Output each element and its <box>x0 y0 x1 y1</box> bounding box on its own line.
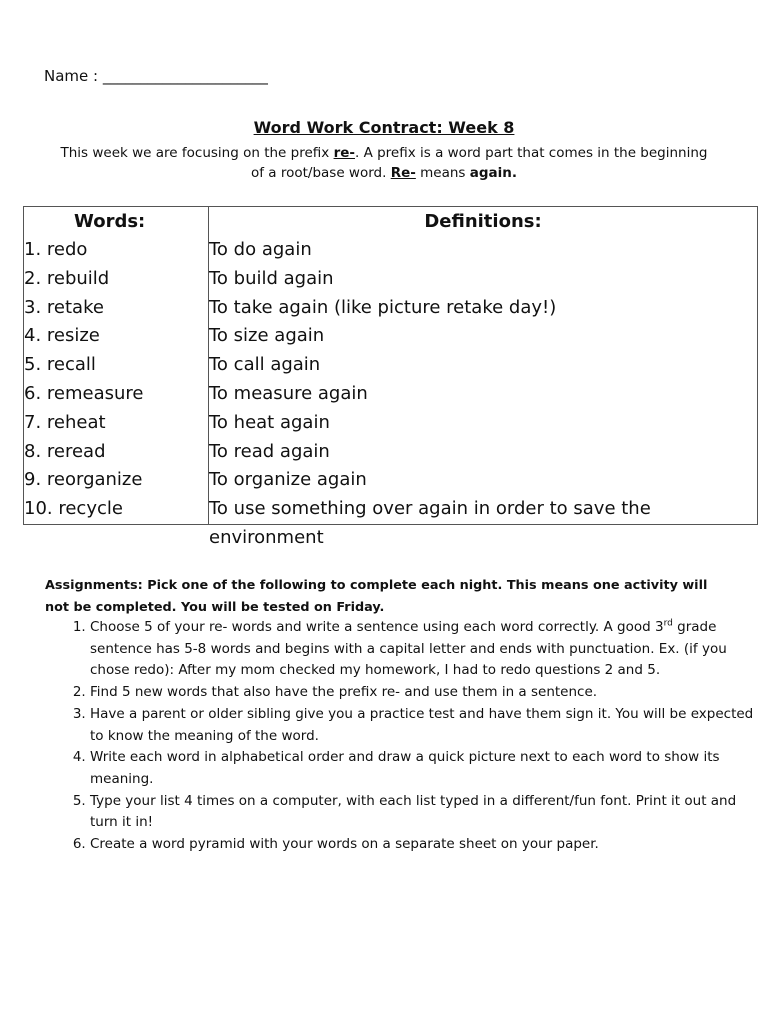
ordinal-suffix: rd <box>663 618 673 629</box>
definitions-header: Definitions: <box>424 211 542 232</box>
name-blank: ______________________ <box>102 67 268 85</box>
assignment-text: grade sentence has 5-8 words and begins with a capital letter and ends with punctuation. Ex. (if you chose redo): After my mom checked my homework, I had to redo questions 2 and 5. <box>90 619 727 679</box>
definition-item: To organize again <box>209 469 367 491</box>
definition-item: To take again (like picture retake day!) <box>209 296 557 318</box>
word-item: 9. reorganize <box>24 469 143 491</box>
intro-text-3: means <box>415 165 470 181</box>
assignment-item: 3. Have a parent or older sibling give you a practice test and have them sign it. You will be expected to know the meaning of the word. <box>90 704 762 747</box>
definition-item: To use something over again in order to save the environment <box>209 498 651 548</box>
definition-item: To heat again <box>209 411 330 433</box>
intro-meaning: again. <box>469 165 518 181</box>
definition-item: To size again <box>209 325 325 347</box>
assignment-list <box>45 617 762 856</box>
assignment-item: 5. Type your list 4 times on a computer, with each list typed in a different/fun font. Print it out and turn it in! <box>90 791 762 834</box>
intro-prefix-cap: Re- <box>390 165 416 181</box>
definition-item: To measure again <box>209 382 368 404</box>
words-header: Words: <box>74 211 146 232</box>
page-title: Word Work Contract: Week 8 <box>253 118 515 137</box>
word-item: 8. reread <box>24 440 106 462</box>
intro-text-1: This week we are focusing on the prefix <box>60 145 334 161</box>
intro-text-2: . A prefix is a word part that comes in the beginning of a root/base word. <box>250 145 708 181</box>
name-field <box>44 67 268 85</box>
name-label: Name : <box>44 67 99 85</box>
assignment-item: 4. Write each word in alphabetical order and draw a quick picture next to each word to show its meaning. <box>90 747 762 790</box>
word-item: 4. resize <box>24 325 100 347</box>
word-item: 3. retake <box>24 296 104 318</box>
intro-prefix: re- <box>333 145 355 161</box>
assignment-item: 2. Find 5 new words that also have the prefix re- and use them in a sentence. <box>90 682 762 704</box>
assignments-heading: Assignments: Pick one of the following to complete each night. This means one activity will not be completed. You will be tested on Friday. <box>45 578 708 615</box>
word-item: 2. rebuild <box>24 267 110 289</box>
word-item: 10. recycle <box>24 498 123 520</box>
definition-item: To build again <box>209 267 334 289</box>
definition-item: To read again <box>209 440 330 462</box>
word-item: 5. recall <box>24 354 96 376</box>
definitions-column <box>209 207 758 548</box>
definition-item: To call again <box>209 354 321 376</box>
word-table <box>23 206 758 548</box>
definition-item: To do again <box>209 239 312 260</box>
word-item: 7. reheat <box>24 411 106 433</box>
word-item: 6. remeasure <box>24 382 144 404</box>
assignment-item: 6. Create a word pyramid with your words on a separate sheet on your paper. <box>90 834 762 856</box>
intro-paragraph <box>60 143 708 183</box>
word-item: 1. redo <box>24 239 88 260</box>
words-column <box>24 207 209 525</box>
assignment-text: Choose 5 of your re- words and write a sentence using each word correctly. A good 3 <box>90 619 664 635</box>
assignment-item <box>90 617 762 682</box>
